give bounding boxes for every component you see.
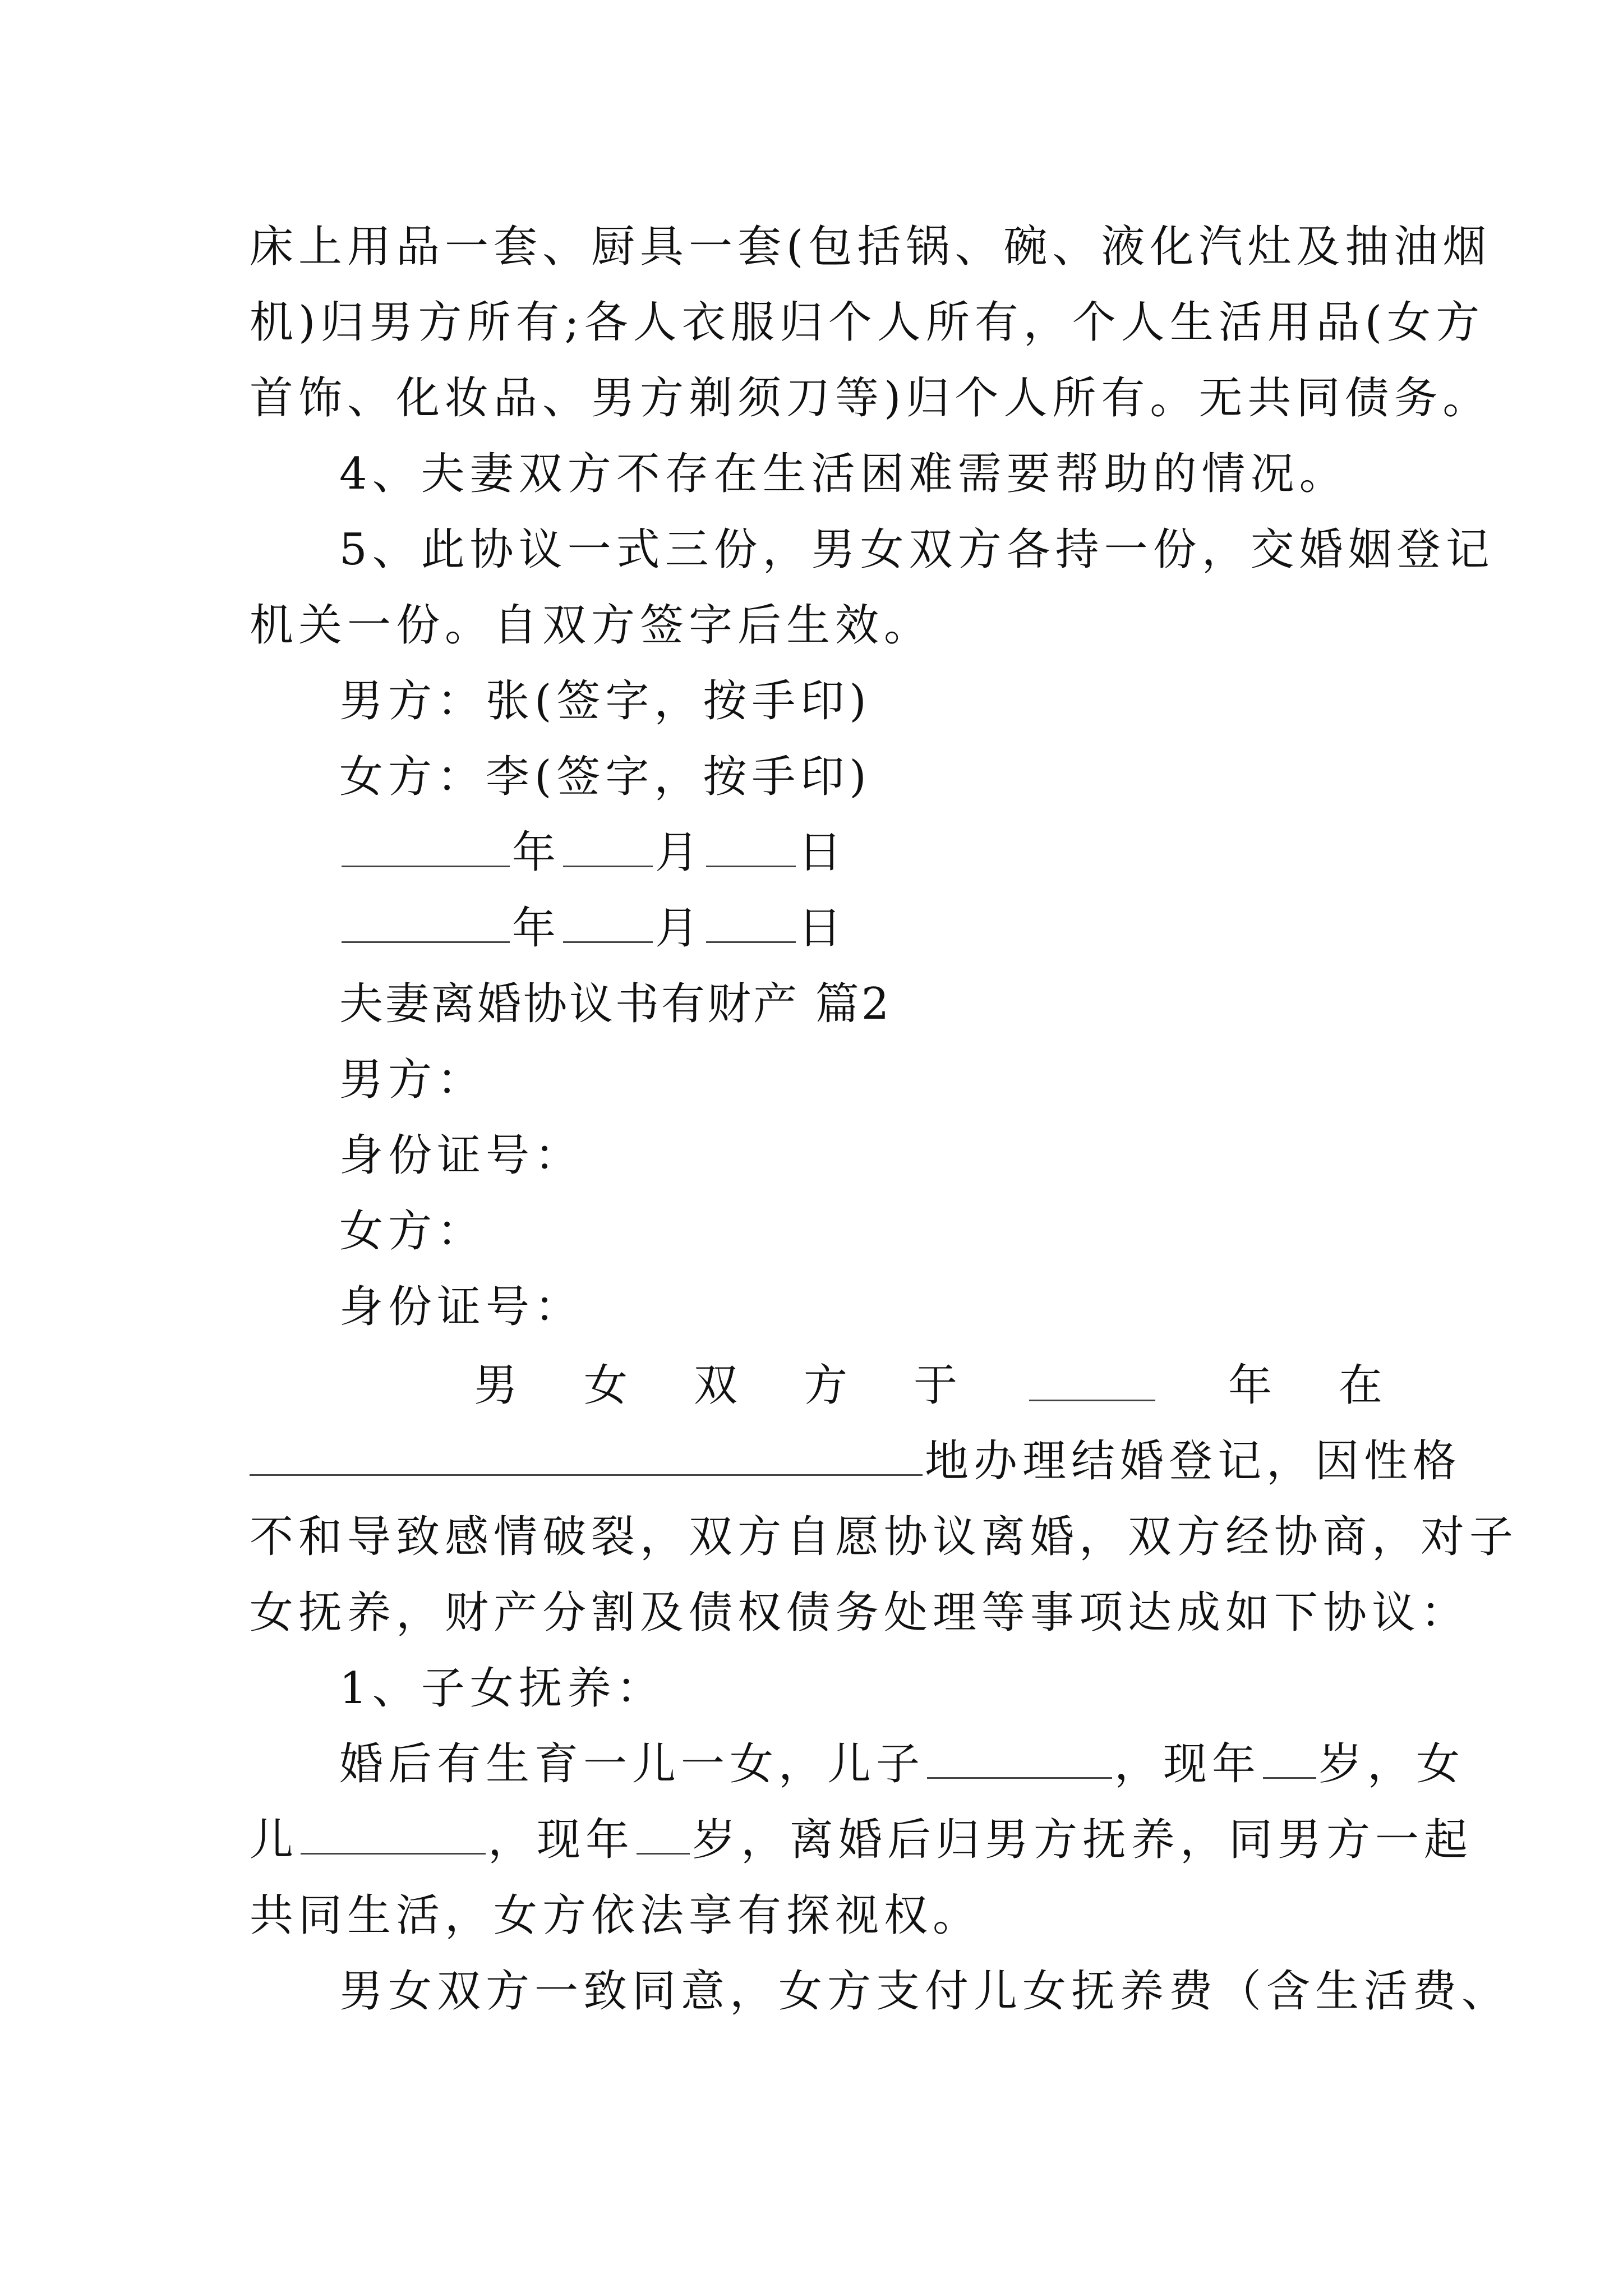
- date-day-label: 日: [798, 827, 847, 878]
- signature-female: 女方：李(签字，按手印): [339, 752, 872, 802]
- blank-month: [563, 826, 653, 867]
- date-month-label: 月: [655, 827, 704, 878]
- paragraph-line: 机关一份。自双方签字后生效。: [250, 600, 933, 651]
- paragraph-line: 首饰、化妆品、男方剃须刀等)归个人所有。无共同债务。: [250, 373, 1492, 424]
- blank-year: [342, 902, 510, 943]
- children-text: 婚后有生育一儿一女，儿子: [339, 1739, 925, 1789]
- blank-day: [706, 826, 796, 867]
- blank-son-age: [1263, 1738, 1316, 1779]
- children-line: [250, 1806, 1473, 1874]
- blank-month: [563, 902, 653, 943]
- section-title: 夫妻离婚协议书有财产 篇2: [339, 979, 892, 1029]
- blank-year: [342, 826, 510, 867]
- clause-4: 4、夫妻双方不存在生活困难需要帮助的情况。: [339, 449, 1348, 499]
- marriage-year-line: [250, 1352, 1388, 1419]
- blank-daughter-age: [637, 1814, 690, 1855]
- support-line: 男女双方一致同意，女方支付儿女抚养费（含生活费、: [339, 1966, 1511, 2017]
- children-text: 儿: [250, 1815, 299, 1865]
- spread-word: 双: [694, 1360, 738, 1411]
- children-text: ，现年: [488, 1815, 635, 1865]
- children-text: ，现年: [1114, 1739, 1261, 1789]
- spread-word: 男: [474, 1360, 518, 1411]
- spread-word: 在: [1339, 1360, 1383, 1411]
- date-day-label: 日: [798, 903, 847, 954]
- children-text: 岁，离婚后归男方抚养，同男方一起: [692, 1815, 1473, 1865]
- clause-children: 1、子女抚养：: [339, 1663, 665, 1714]
- document-page: [250, 0, 1519, 2296]
- paragraph-line: 女抚养，财产分割及债权债务处理等事项达成如下协议：: [250, 1588, 1470, 1638]
- blank-son-name: [927, 1738, 1112, 1779]
- children-line: [339, 1731, 1465, 1798]
- blank-day: [706, 902, 796, 943]
- date-month-label: 月: [655, 903, 704, 954]
- paragraph-line: 床上用品一套、厨具一套(包括锅、碗、液化汽灶及抽油烟: [250, 222, 1492, 272]
- date-line: [339, 895, 1388, 962]
- blank-daughter-name: [301, 1814, 486, 1855]
- paragraph-line: 不和导致感情破裂，双方自愿协议离婚，双方经协商，对子: [250, 1512, 1519, 1562]
- field-id-number: 身份证号：: [339, 1282, 584, 1332]
- field-male: 男方：: [339, 1055, 486, 1105]
- spread-word: 年: [1228, 1360, 1272, 1411]
- clause-5: 5、此协议一式三份，男女双方各持一份，交婚姻登记: [339, 524, 1495, 575]
- paragraph-line: 共同生活，女方依法享有探视权。: [250, 1890, 982, 1941]
- spread-word: 于: [914, 1360, 958, 1411]
- paragraph-line: 机)归男方所有;各人衣服归个人所有，个人生活用品(女方: [250, 297, 1485, 348]
- spread-word: 女: [584, 1360, 628, 1411]
- children-text: 岁，女: [1318, 1739, 1465, 1789]
- blank-marriage-year: [1029, 1400, 1155, 1401]
- field-female: 女方：: [339, 1206, 486, 1257]
- blank-marriage-place: [250, 1435, 923, 1476]
- spread-word: 方: [804, 1360, 848, 1411]
- marriage-place-line: [250, 1428, 1462, 1495]
- field-id-number: 身份证号：: [339, 1130, 584, 1181]
- date-year-label: 年: [512, 903, 561, 954]
- marriage-place-text: 地办理结婚登记，因性格: [925, 1436, 1462, 1487]
- signature-male: 男方：张(签字，按手印): [339, 676, 872, 726]
- date-year-label: 年: [512, 827, 561, 878]
- date-line: [339, 819, 1388, 886]
